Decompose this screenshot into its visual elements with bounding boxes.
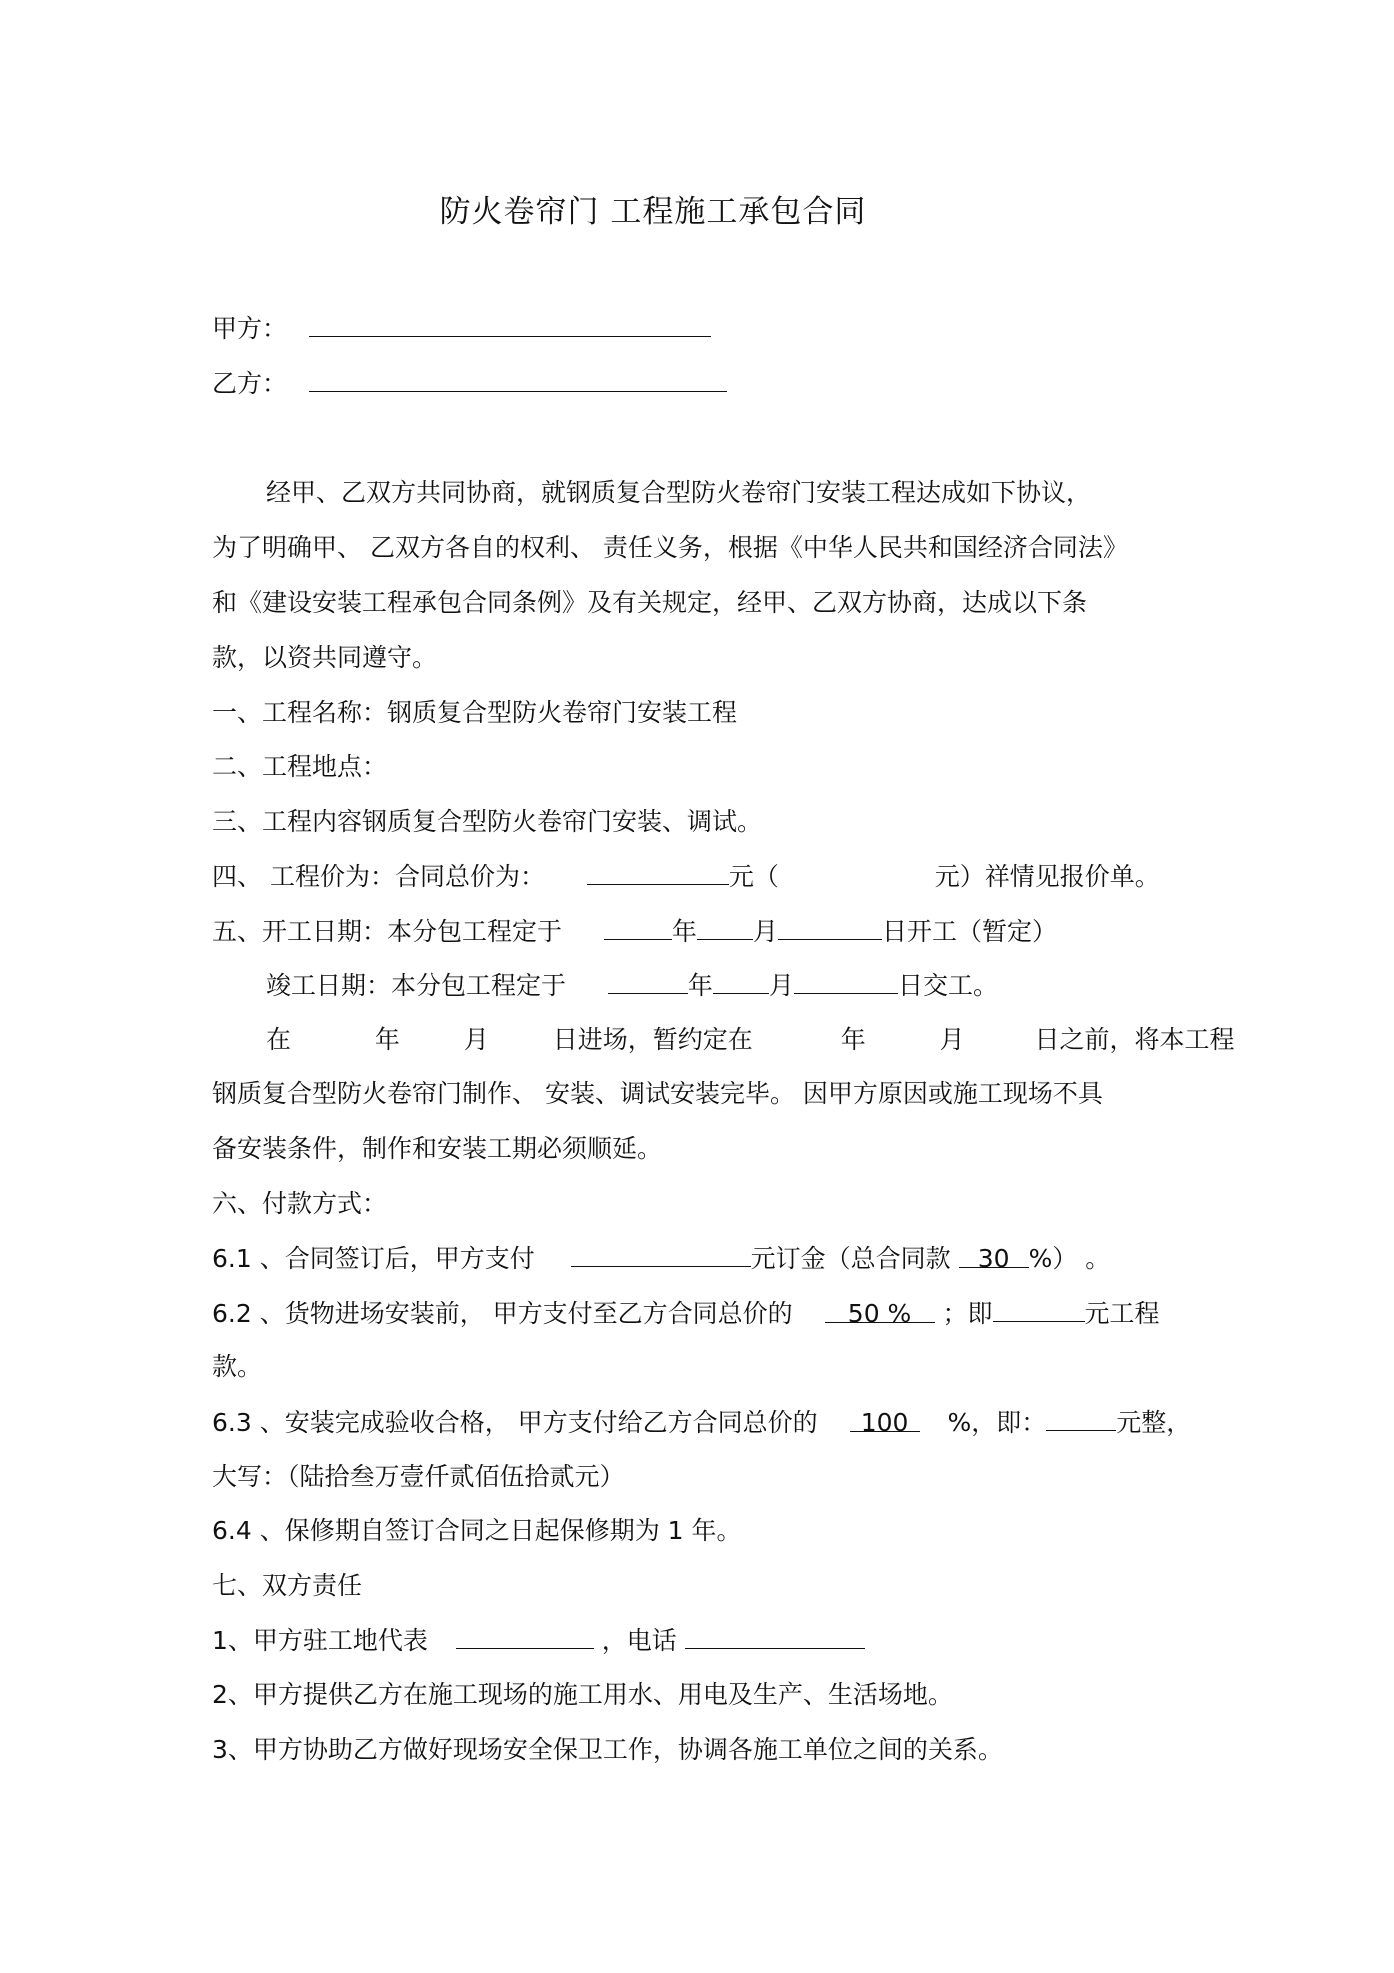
payment-6-3-mid: %，即： — [947, 1408, 1047, 1437]
price-label: 四、 工程价为：合同总价为： — [212, 862, 545, 891]
completion-year-blank[interactable] — [608, 967, 688, 994]
item-project-content: 三、工程内容钢质复合型防火卷帘门安装、调试。 — [212, 807, 763, 836]
price-suffix: 元）祥情见报价单。 — [934, 862, 1160, 891]
deposit-percent: 30 — [959, 1241, 1029, 1268]
responsibility-3: 3、甲方协助乙方做好现场安全保卫工作，协调各施工单位之间的关系。 — [212, 1735, 1003, 1764]
payment-6-1-mid: 元订金（总合同款 — [750, 1244, 951, 1273]
intro-line-2: 为了明确甲、 乙双方各自的权利、 责任义务，根据《中华人民共和国经济合同法》 — [212, 533, 1128, 562]
payment-6-2-amount-blank[interactable] — [993, 1295, 1085, 1322]
payment-6-4: 6.4 、保修期自签订合同之日起保修期为 1 年。 — [212, 1516, 742, 1545]
party-b-label: 乙方： — [212, 369, 288, 398]
schedule-month-label: 月 — [463, 1025, 489, 1054]
document-title: 防火卷帘门 工程施工承包合同 — [439, 194, 867, 230]
payment-6-3-label: 6.3 、安装完成验收合格， 甲方支付给乙方合同总价的 — [212, 1408, 818, 1437]
payment-6-2-line-2: 款。 — [212, 1352, 263, 1381]
schedule-line-3: 备安装条件，制作和安装工期必须顺延。 — [212, 1134, 663, 1163]
price-unit: 元（ — [728, 862, 779, 891]
item-project-name: 一、工程名称：钢质复合型防火卷帘门安装工程 — [212, 698, 738, 727]
start-month-label: 月 — [752, 917, 778, 946]
schedule-enter: 日进场，暂约定在 — [552, 1025, 753, 1054]
completion-day-blank[interactable] — [794, 967, 898, 994]
responsibility-1-label: 1、甲方驻工地代表 — [212, 1626, 428, 1655]
schedule-year-label: 年 — [374, 1025, 400, 1054]
start-day-blank[interactable] — [778, 913, 882, 940]
party-a-blank[interactable] — [309, 310, 711, 337]
item-project-location: 二、工程地点： — [212, 752, 388, 781]
party-a-label: 甲方： — [212, 314, 288, 343]
payment-6-1-suffix: %） 。 — [1028, 1244, 1111, 1273]
schedule-at: 在 — [266, 1025, 292, 1054]
schedule-month-label-2: 月 — [939, 1025, 965, 1054]
schedule-line-2: 钢质复合型防火卷帘门制作、 安装、调试安装完毕。 因甲方原因或施工现场不具 — [212, 1079, 1103, 1108]
start-date-label: 五、开工日期：本分包工程定于 — [212, 917, 563, 946]
payment-6-1-label: 6.1 、合同签订后，甲方支付 — [212, 1244, 535, 1273]
party-b-line — [212, 365, 727, 401]
item-price — [212, 858, 1160, 894]
payment-6-2 — [212, 1295, 1160, 1331]
schedule-year-label-2: 年 — [840, 1025, 866, 1054]
responsibility-1-mid: ，电话 — [601, 1626, 677, 1655]
deposit-amount-blank[interactable] — [571, 1240, 751, 1267]
start-year-label: 年 — [671, 917, 697, 946]
phone-blank[interactable] — [685, 1622, 865, 1649]
intro-line-4: 款，以资共同遵守。 — [212, 643, 438, 672]
payment-6-3-percent: 100 — [850, 1405, 920, 1432]
completion-month-blank[interactable] — [713, 967, 769, 994]
payment-6-3 — [212, 1404, 1191, 1440]
completion-date — [266, 967, 998, 1003]
intro-line-3: 和《建设安装工程承包合同条例》及有关规定，经甲、乙双方协商，达成以下条 — [212, 588, 1088, 617]
payment-6-2-label: 6.2 、货物进场安装前， 甲方支付至乙方合同总价的 — [212, 1299, 793, 1328]
start-date-suffix: 日开工（暂定） — [881, 917, 1057, 946]
payment-6-3-amount-blank[interactable] — [1046, 1404, 1116, 1431]
payment-6-3-line-2: 大写：（陆拾叁万壹仟贰佰伍拾贰元） — [212, 1462, 625, 1491]
responsibility-2: 2、甲方提供乙方在施工现场的施工用水、用电及生产、生活场地。 — [212, 1680, 953, 1709]
party-b-blank[interactable] — [309, 365, 727, 392]
price-amount-blank[interactable] — [587, 858, 729, 885]
completion-date-label: 竣工日期：本分包工程定于 — [266, 971, 567, 1000]
item-responsibilities: 七、双方责任 — [212, 1571, 363, 1600]
start-month-blank[interactable] — [697, 913, 753, 940]
schedule-line-1 — [266, 1022, 1235, 1058]
payment-6-1 — [212, 1240, 1110, 1276]
payment-6-2-percent: 50 % — [825, 1296, 935, 1323]
responsibility-1 — [212, 1622, 865, 1658]
party-a-line — [212, 310, 711, 346]
item-payment-method: 六、付款方式： — [212, 1189, 388, 1218]
payment-6-3-suffix: 元整， — [1116, 1408, 1192, 1437]
completion-month-label: 月 — [768, 971, 794, 1000]
intro-line-1: 经甲、乙双方共同协商，就钢质复合型防火卷帘门安装工程达成如下协议， — [266, 478, 1092, 507]
payment-6-2-mid: ；即 — [942, 1299, 993, 1328]
start-year-blank[interactable] — [604, 913, 672, 940]
schedule-before: 日之前，将本工程 — [1034, 1025, 1235, 1054]
completion-year-label: 年 — [687, 971, 713, 1000]
completion-date-suffix: 日交工。 — [897, 971, 998, 1000]
payment-6-2-suffix: 元工程 — [1084, 1299, 1160, 1328]
site-representative-blank[interactable] — [456, 1622, 594, 1649]
item-start-date — [212, 913, 1057, 949]
